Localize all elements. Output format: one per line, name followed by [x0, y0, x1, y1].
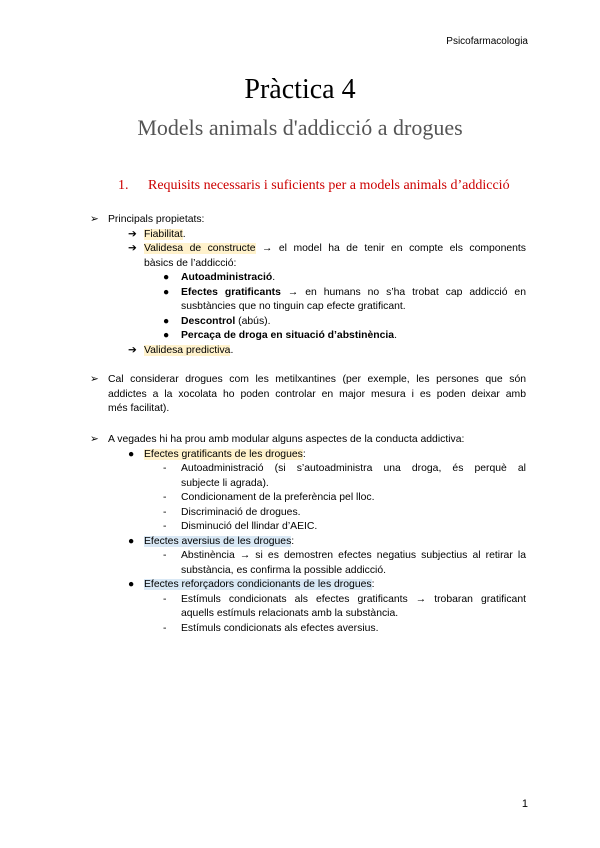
list-item: Autoadministració (si s’autoadministra una droga, és perquè al	[181, 463, 526, 474]
highlight-validesa-predictiva: Validesa predictiva	[144, 344, 231, 356]
header-course: Psicofarmacologia	[446, 36, 528, 47]
list-item-continuation: aquells estímuls relacionats amb la substància.	[181, 608, 399, 619]
arrow-bullet-icon: ➔	[128, 228, 137, 240]
list-item: Autoadministració.	[181, 272, 276, 283]
dot-bullet-icon: ●	[163, 330, 170, 341]
highlight-validesa-constructe: Validesa de constructe	[144, 243, 256, 254]
list-item: Fiabilitat.	[144, 228, 186, 240]
section-title: Requisits necessaris i suficients per a models animals d’addicció	[148, 178, 510, 193]
list-item: Estímuls condicionats als efectes aversius.	[181, 622, 379, 634]
list-item: Discriminació de drogues.	[181, 506, 301, 518]
list-item: Efectes gratificants de les drogues:	[144, 448, 306, 460]
dot-bullet-icon: ●	[163, 315, 170, 327]
dash-bullet-icon: -	[163, 593, 167, 605]
arrowhead-bullet-icon: ➢	[90, 434, 99, 445]
arrowhead-bullet-icon: ➢	[90, 214, 99, 225]
list-item-continuation: substància, es confirma la possible addicció.	[181, 564, 387, 576]
dash-bullet-icon: -	[163, 463, 167, 474]
page-subtitle: Models animals d'addicció a drogues	[137, 115, 463, 140]
highlight-reforcadors: Efectes reforçadors condicionants de les drogues	[144, 579, 372, 590]
arrowhead-bullet-icon: ➢	[90, 374, 99, 385]
list-item-continuation: bàsics de l’addicció:	[144, 257, 237, 269]
list-item: Condicionament de la preferència pel lloc.	[181, 492, 375, 503]
paragraph-line: addictes a la xocolata ho poden controlar en major mesura i es poden deixar amb	[108, 388, 526, 400]
list-item: Validesa predictiva.	[144, 344, 234, 356]
list-item: A vegades hi ha prou amb modular alguns aspectes de la conducta addictiva:	[108, 434, 465, 445]
dot-bullet-icon: ●	[128, 579, 135, 590]
list-item: Disminució del llindar d’AEIC.	[181, 521, 318, 532]
section-number: 1.	[118, 178, 129, 193]
list-item-continuation: subjecte li agrada).	[181, 477, 269, 489]
list-item: Estímuls condicionats als efectes gratificants → trobaran gratificant	[181, 593, 526, 605]
list-item: Descontrol (abús).	[181, 315, 271, 327]
dash-bullet-icon: -	[163, 506, 167, 518]
highlight-aversius: Efectes aversius de les drogues	[144, 535, 292, 547]
list-item: Principals propietats:	[108, 214, 205, 225]
page-title: Pràctica 4	[244, 74, 356, 105]
dash-bullet-icon: -	[163, 492, 167, 503]
list-item: Efectes gratificants → en humans no s’ha trobat cap addicció en	[181, 286, 526, 298]
highlight-fiabilitat: Fiabilitat	[144, 228, 183, 240]
arrow-bullet-icon: ➔	[128, 243, 137, 254]
paragraph-line: Cal considerar drogues com les metilxantines (per exemple, les persones que són	[108, 374, 526, 385]
list-item: Validesa de constructe → el model ha de tenir en compte els components	[144, 243, 526, 254]
page-number: 1	[521, 798, 528, 810]
list-item-continuation: susbtàncies que no tinguin cap efecte gratificant.	[181, 301, 406, 312]
paragraph-line: més facilitat).	[108, 403, 170, 414]
dash-bullet-icon: -	[163, 622, 167, 634]
list-item: Efectes reforçadors condicionants de les drogues:	[144, 579, 375, 590]
dot-bullet-icon: ●	[128, 535, 135, 547]
highlight-gratificants: Efectes gratificants de les drogues	[144, 448, 303, 460]
dot-bullet-icon: ●	[163, 272, 170, 283]
dash-bullet-icon: -	[163, 550, 167, 561]
list-item: Percaça de droga en situació d’abstinència.	[181, 330, 397, 341]
dot-bullet-icon: ●	[128, 448, 135, 460]
dash-bullet-icon: -	[163, 521, 167, 532]
arrow-bullet-icon: ➔	[128, 344, 137, 356]
list-item: Efectes aversius de les drogues:	[144, 535, 295, 547]
dot-bullet-icon: ●	[163, 286, 170, 298]
list-item: Abstinència → si es demostren efectes negatius subjectius al retirar la	[181, 550, 526, 561]
